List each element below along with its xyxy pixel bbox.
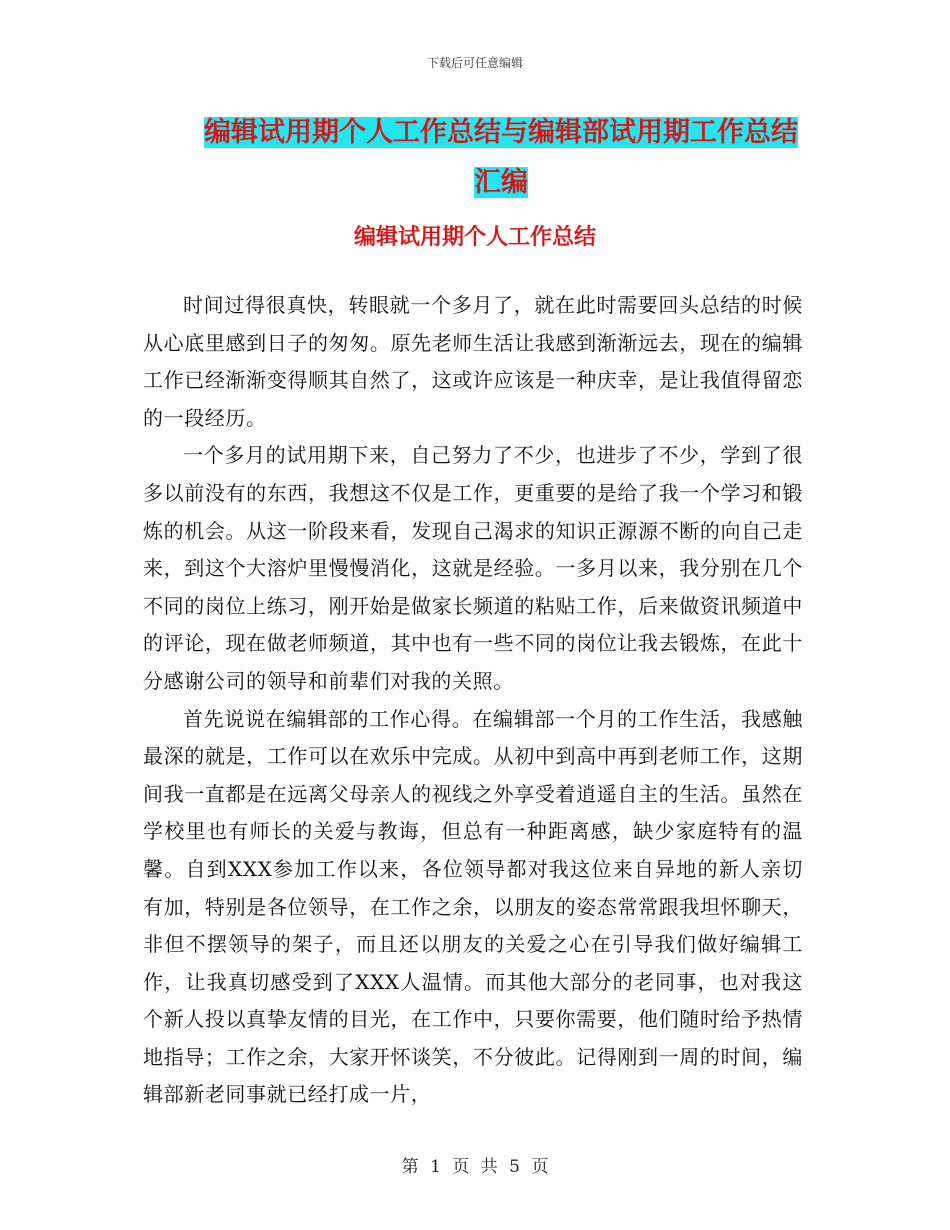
document-title bbox=[195, 108, 807, 208]
document-title-text: 编辑试用期个人工作总结与编辑部试用期工作总结汇编 bbox=[204, 117, 798, 198]
paragraph: 一个多月的试用期下来，自己努力了不少，也进步了不少，学到了很多以前没有的东西，我想这不仅是工作，更重要的是给了我一个学习和锻炼的机会。从这一阶段来看，发现自己渴求的知识正源源不断的向自己走来，到这个大溶炉里慢慢消化，这就是经验。一多月以来，我分别在几个不同的岗位上练习，刚开始是做家长频道的粘贴工作，后来做资讯频道中的评论，现在做老师频道，其中也有一些不同的岗位让我去锻炼，在此十分感谢公司的领导和前辈们对我的关照。 bbox=[143, 443, 803, 693]
paragraph: 首先说说在编辑部的工作心得。在编辑部一个月的工作生活，我感触最深的就是，工作可以在欢乐中完成。从初中到高中再到老师工作，这期间我一直都是在远离父母亲人的视线之外享受着逍遥自主的生活。虽然在学校里也有师长的关爱与教诲，但总有一种距离感，缺少家庭特有的温馨。自到XXX参加工作以来，各位领导都对我这位来自异地的新人亲切有加，特别是各位领导，在工作之余，以朋友的姿态常常跟我坦怀聊天，非但不摆领导的架子，而且还以朋友的关爱之心在引导我们做好编辑工作，让我真切感受到了XXX人温情。而其他大部分的老同事，也对我这个新人投以真挚友情的目光，在工作中，只要你需要，他们随时给予热情地指导；工作之余，大家开怀谈笑，不分彼此。记得刚到一周的时间，编辑部新老同事就已经打成一片， bbox=[143, 706, 803, 1107]
page-number: 第 1 页 共 5 页 bbox=[401, 1157, 549, 1177]
section-title: 编辑试用期个人工作总结 bbox=[353, 225, 596, 250]
document-body bbox=[143, 287, 803, 1114]
header-note: 下载后可任意编辑 bbox=[426, 56, 523, 70]
paragraph: 时间过得很真快，转眼就一个多月了，就在此时需要回头总结的时候从心底里感到日子的匆匆。原先老师生活让我感到渐渐远去，现在的编辑工作已经渐渐变得顺其自然了，这或许应该是一种庆幸，是让我值得留恋的一段经历。 bbox=[143, 293, 803, 430]
